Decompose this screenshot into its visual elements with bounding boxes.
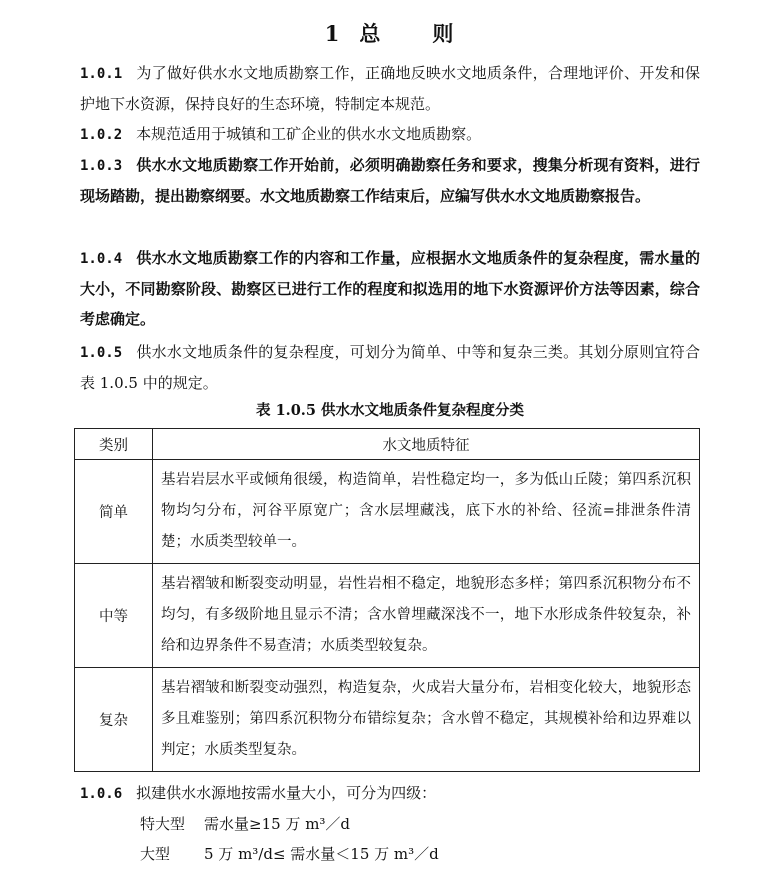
clause-1-0-6 [80, 778, 436, 809]
table-header-row [75, 429, 700, 460]
chapter-title-part-1: 总 [359, 21, 383, 46]
category-cell: 简单 [75, 460, 153, 564]
clause-text: 本规范适用于城镇和工矿企业的供水水文地质勘察。 [136, 125, 482, 143]
clause-number: 1.0.6 [80, 786, 123, 802]
clause-number: 1.0.4 [80, 251, 123, 267]
scale-level-name: 大型 [140, 845, 171, 863]
features-cell: 基岩岩层水平或倾角很缓，构造简单，岩性稳定均一，多为低山丘陵；第四系沉积物均匀分布，河谷平原宽广；含水层埋藏浅，底下水的补给、径流=排泄条件清楚；水质类型较单一。 [153, 460, 700, 564]
clause-text: 供水水文地质勘察工作开始前，必须明确勘察任务和要求，搜集分析现有资料，进行现场踏勘，提出勘察纲要。水文地质勘察工作结束后，应编写供水水文地质勘察报告。 [80, 156, 700, 205]
scale-level-condition: 需水量≥15 万 m³／d [204, 815, 351, 833]
clause-number: 1.0.2 [80, 127, 123, 143]
header-category: 类别 [75, 429, 153, 460]
chapter-title [0, 18, 780, 48]
clause-number: 1.0.3 [80, 158, 123, 174]
scale-level-item [140, 839, 439, 869]
clause-number: 1.0.1 [80, 66, 123, 82]
scale-level-item [140, 809, 350, 839]
clause-1-0-3 [80, 150, 700, 211]
clause-number: 1.0.5 [80, 345, 123, 361]
clause-1-0-2 [80, 119, 700, 150]
table-caption: 表 1.0.5 供水水文地质条件复杂程度分类 [256, 402, 524, 419]
clause-1-0-5 [80, 337, 700, 398]
clause-text: 为了做好供水水文地质勘察工作，正确地反映水文地质条件，合理地评价、开发和保护地下水资源，保持良好的生态环境，特制定本规范。 [80, 64, 700, 113]
scale-level-name: 特大型 [140, 815, 186, 833]
clause-1-0-1 [80, 58, 700, 119]
header-features: 水文地质特征 [153, 429, 700, 460]
category-cell: 中等 [75, 564, 153, 668]
features-cell: 基岩褶皱和断裂变动明显，岩性岩相不稳定，地貌形态多样；第四系沉积物分布不均匀，有多级阶地且显示不清；含水曾埋藏深浅不一，地下水形成条件较复杂，补给和边界条件不易查清；水质类型较复杂。 [153, 564, 700, 668]
clause-1-0-4 [80, 243, 700, 334]
complexity-classification-table [74, 428, 700, 772]
scale-level-condition: 5 万 m³/d≤ 需水量＜15 万 m³／d [204, 845, 439, 863]
clause-text: 拟建供水水源地按需水量大小，可分为四级： [136, 784, 437, 802]
table-row [75, 564, 700, 668]
table-row [75, 668, 700, 772]
chapter-title-part-2: 则 [432, 21, 456, 46]
features-cell: 基岩褶皱和断裂变动强烈，构造复杂，火成岩大量分布，岩相变化较大，地貌形态多且难鉴别；第四系沉积物分布错综复杂；含水曾不稳定，其规模补给和边界难以判定；水质类型复杂。 [153, 668, 700, 772]
chapter-number: 1 [324, 21, 342, 46]
clause-text: 供水水文地质条件的复杂程度，可划分为简单、中等和复杂三类。其划分原则宜符合表 1.0.5 中的规定。 [80, 343, 700, 392]
clause-text: 供水水文地质勘察工作的内容和工作量，应根据水文地质条件的复杂程度，需水量的大小，不同勘察阶段、勘察区已进行工作的程度和拟选用的地下水资源评价方法等因素，综合考虑确定。 [80, 249, 700, 328]
category-cell: 复杂 [75, 668, 153, 772]
table-row [75, 460, 700, 564]
